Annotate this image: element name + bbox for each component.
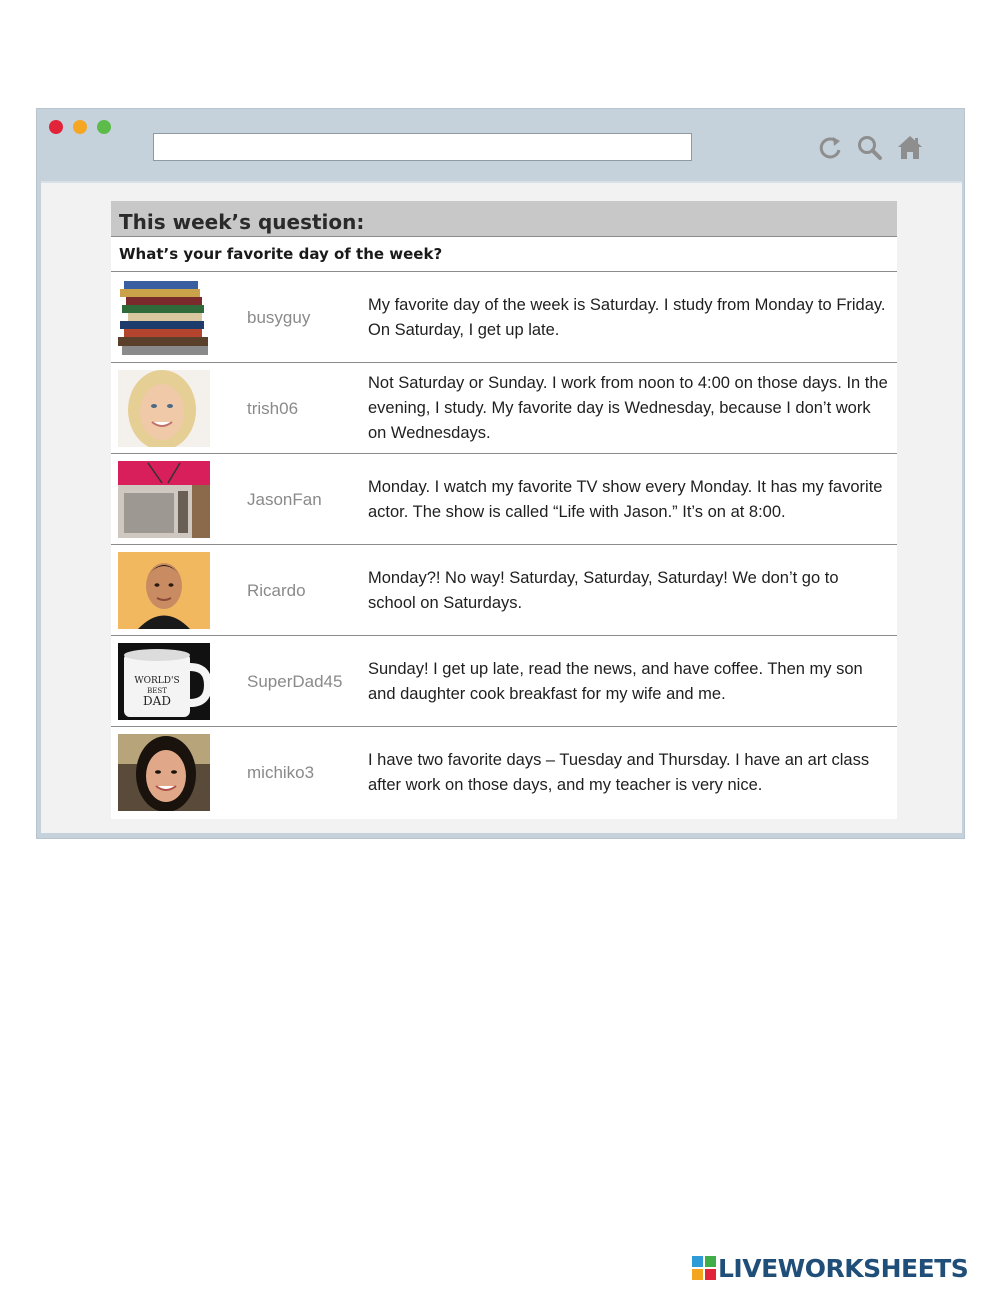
browser-window	[36, 108, 965, 839]
address-bar[interactable]	[153, 133, 692, 161]
man-avatar-icon	[118, 552, 210, 629]
post-row	[111, 363, 897, 454]
username[interactable]: SuperDad45	[247, 671, 343, 691]
question-text: What’s your favorite day of the week?	[111, 237, 897, 272]
browser-viewport	[41, 181, 962, 833]
woman-avatar-icon	[118, 370, 210, 447]
panel-header	[111, 201, 897, 237]
refresh-icon[interactable]	[815, 133, 845, 163]
post-row	[111, 454, 897, 545]
username[interactable]: busyguy	[247, 307, 311, 327]
search-icon[interactable]	[855, 133, 885, 163]
post-message: Not Saturday or Sunday. I work from noon to 4:00 on those days. In the evening, I study. My favorite day is Wednesday, because I don’t work on Wednesdays.	[368, 374, 888, 442]
username[interactable]: JasonFan	[247, 489, 322, 509]
panel-heading: This week’s question:	[119, 210, 365, 234]
post-message: Monday. I watch my favorite TV show every Monday. It has my favorite actor. The show is called “Life with Jason.” It’s on at 8:00.	[368, 477, 883, 521]
post-message: My favorite day of the week is Saturday. I study from Monday to Friday. On Saturday, I get up late.	[368, 295, 886, 339]
post-row	[111, 545, 897, 636]
home-icon[interactable]	[895, 133, 925, 163]
books-avatar-icon	[118, 279, 210, 356]
maximize-window-button[interactable]	[97, 120, 111, 134]
post-row	[111, 727, 897, 817]
mug-text-line3: DAD	[143, 694, 171, 708]
woman-outdoors-avatar-icon	[118, 734, 210, 811]
browser-titlebar	[37, 109, 964, 173]
post-message: Monday?! No way! Saturday, Saturday, Saturday! We don’t go to school on Saturdays.	[368, 568, 839, 612]
logo-text: LIVEWORKSHEETS	[718, 1253, 969, 1283]
logo-mark-icon	[692, 1256, 716, 1280]
post-message: I have two favorite days – Tuesday and Thursday. I have an art class after work on those days, and my teacher is very nice.	[368, 750, 870, 794]
username[interactable]: trish06	[247, 398, 299, 418]
post-message: Sunday! I get up late, read the news, and have coffee. Then my son and daughter cook breakfast for my wife and me.	[368, 659, 863, 703]
close-window-button[interactable]	[49, 120, 63, 134]
minimize-window-button[interactable]	[73, 120, 87, 134]
username[interactable]: michiko3	[247, 762, 315, 782]
tv-avatar-icon	[118, 461, 210, 538]
mug-text-line2: BEST	[147, 687, 167, 695]
mug-avatar-icon	[118, 643, 210, 720]
username[interactable]: Ricardo	[247, 580, 306, 600]
liveworksheets-logo	[692, 1253, 968, 1283]
post-row	[111, 636, 897, 727]
mug-text-line1: WORLD'S	[134, 676, 180, 686]
forum-panel	[111, 201, 897, 819]
post-row	[111, 272, 897, 363]
